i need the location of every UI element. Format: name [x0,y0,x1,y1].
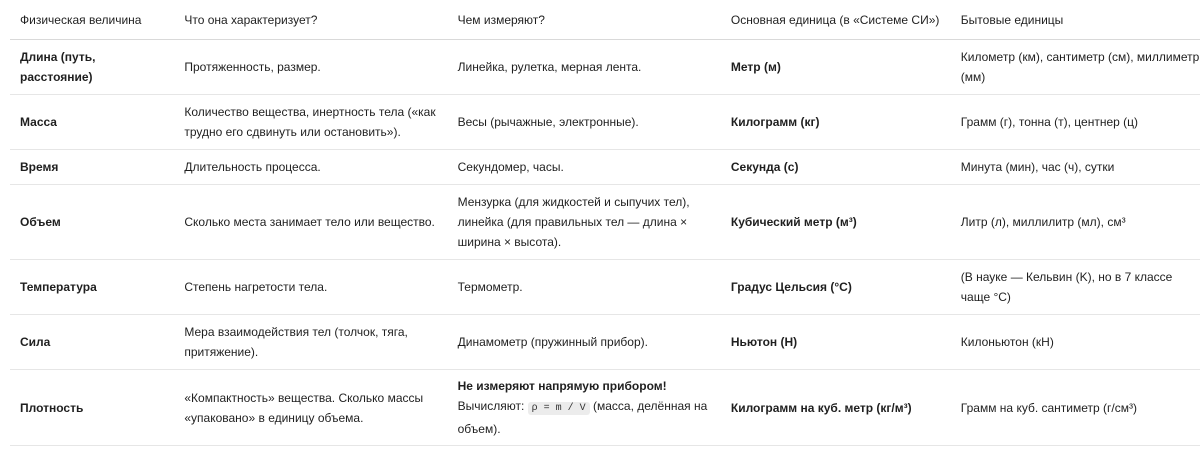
cell-characterizes: Количество вещества, инертность тела («как трудно его сдвинуть или остановить»). [174,95,447,150]
cell-everyday-units: Литр (л), миллилитр (мл), см³ [951,185,1200,260]
cell-characterizes: Степень нагретости тела. [174,260,447,315]
table-row [10,260,1200,315]
cell-quantity: Объем [10,185,174,260]
cell-everyday-units: Грамм (г), тонна (т), центнер (ц) [951,95,1200,150]
cell-characterizes: Сколько места занимает тело или вещество. [174,185,447,260]
cell-everyday-units: (В науке — Кельвин (K), но в 7 классе чаще °C) [951,260,1200,315]
measured-by-note: Не измеряют напрямую прибором! [457,379,667,393]
cell-measured-by: Мензурка (для жидкостей и сыпучих тел), линейка (для правильных тел — длина × ширина × высота). [448,185,721,260]
cell-everyday-units: Минута (мин), час (ч), сутки [951,150,1200,185]
table-row [10,150,1200,185]
cell-quantity: Время [10,150,174,185]
cell-si-unit: Метр (м) [721,40,951,95]
cell-si-unit: Градус Цельсия (°C) [721,260,951,315]
header-measured-by: Чем измеряют? [448,0,721,40]
cell-measured-by: Весы (рычажные, электронные). [448,95,721,150]
cell-measured-by: Секундомер, часы. [448,150,721,185]
cell-everyday-units: Грамм на куб. сантиметр (г/см³) [951,370,1200,446]
cell-measured-by [448,370,721,446]
cell-si-unit: Кубический метр (м³) [721,185,951,260]
cell-measured-by: Динамометр (пружинный прибор). [448,315,721,370]
cell-quantity: Масса [10,95,174,150]
cell-si-unit: Килограмм на куб. метр (кг/м³) [721,370,951,446]
header-characterizes: Что она характеризует? [174,0,447,40]
cell-characterizes: «Компактность» вещества. Сколько массы «упаковано» в единицу объема. [174,370,447,446]
cell-characterizes: Мера взаимодействия тел (толчок, тяга, притяжение). [174,315,447,370]
cell-measured-by: Термометр. [448,260,721,315]
cell-characterizes: Длительность процесса. [174,150,447,185]
header-everyday-units: Бытовые единицы [951,0,1200,40]
cell-quantity: Длина (путь, расстояние) [10,40,174,95]
table-row [10,95,1200,150]
measured-by-suffix: (масса, делённая на объем). [457,399,708,436]
table-row [10,185,1200,260]
table-row [10,40,1200,95]
cell-si-unit: Секунда (с) [721,150,951,185]
density-formula: ρ = m / V [528,402,590,415]
physics-quantities-table [10,0,1200,446]
measured-by-prefix: Вычисляют: [457,399,525,413]
cell-characterizes: Протяженность, размер. [174,40,447,95]
cell-measured-by: Линейка, рулетка, мерная лента. [448,40,721,95]
cell-quantity: Сила [10,315,174,370]
cell-si-unit: Килограмм (кг) [721,95,951,150]
table-row [10,315,1200,370]
header-si-unit: Основная единица (в «Системе СИ») [721,0,951,40]
table-row [10,370,1200,446]
cell-everyday-units: Килоньютон (кН) [951,315,1200,370]
header-quantity: Физическая величина [10,0,174,40]
table-header-row [10,0,1200,40]
cell-quantity: Температура [10,260,174,315]
cell-quantity: Плотность [10,370,174,446]
cell-everyday-units: Километр (км), сантиметр (см), миллиметр (мм) [951,40,1200,95]
cell-si-unit: Ньютон (Н) [721,315,951,370]
